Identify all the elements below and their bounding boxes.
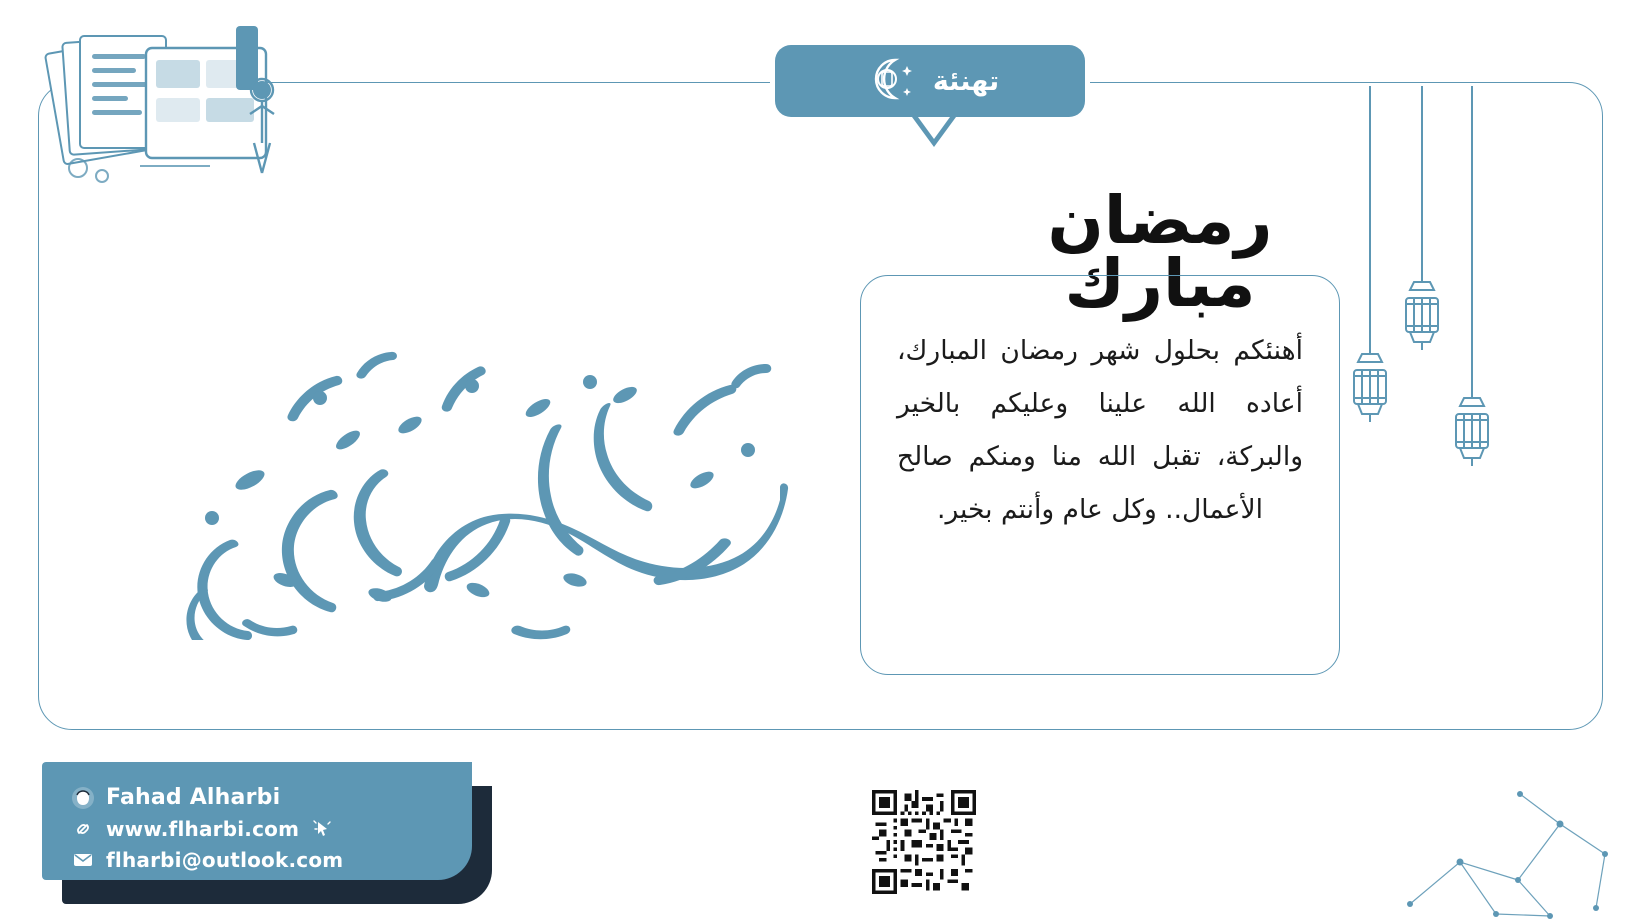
hanging-lanterns-decoration	[1340, 86, 1520, 466]
link-icon	[70, 816, 96, 842]
footer-contact-details	[52, 770, 482, 880]
dots-network-decoration	[1400, 784, 1620, 924]
tab-pointer-arrow-inner	[918, 117, 950, 139]
person-avatar-icon	[70, 785, 96, 811]
greeting-message-box	[860, 275, 1340, 675]
cursor-sparkle-icon	[309, 816, 335, 842]
qr-code[interactable]	[872, 790, 976, 894]
header-tab-label: تهنئة	[932, 65, 1000, 97]
footer-name-row	[70, 782, 482, 813]
header-tab[interactable]	[775, 45, 1085, 117]
footer-website-text[interactable]: www.flharbi.com	[106, 816, 300, 841]
headline-line-2: مبارك	[1064, 244, 1256, 322]
footer-name-text: Fahad Alharbi	[106, 785, 281, 810]
footer-email-row[interactable]	[70, 844, 482, 875]
footer-website-row[interactable]	[70, 813, 482, 844]
footer-email-text[interactable]: flharbi@outlook.com	[106, 847, 344, 872]
person-with-documents-illustration	[40, 18, 300, 198]
headline-line-1: رمضان	[1047, 182, 1273, 259]
envelope-icon	[70, 847, 96, 873]
crescent-moon-lantern-icon	[861, 54, 915, 108]
arabic-calligraphy-art	[80, 290, 800, 640]
greeting-message-text: أهنئكم بحلول شهر رمضان المبارك، أعاده الله علينا وعليكم بالخير والبركة، تقبل الله منا ومنكم صالح الأعمال.. وكل عام وأنتم بخير.	[897, 335, 1303, 525]
